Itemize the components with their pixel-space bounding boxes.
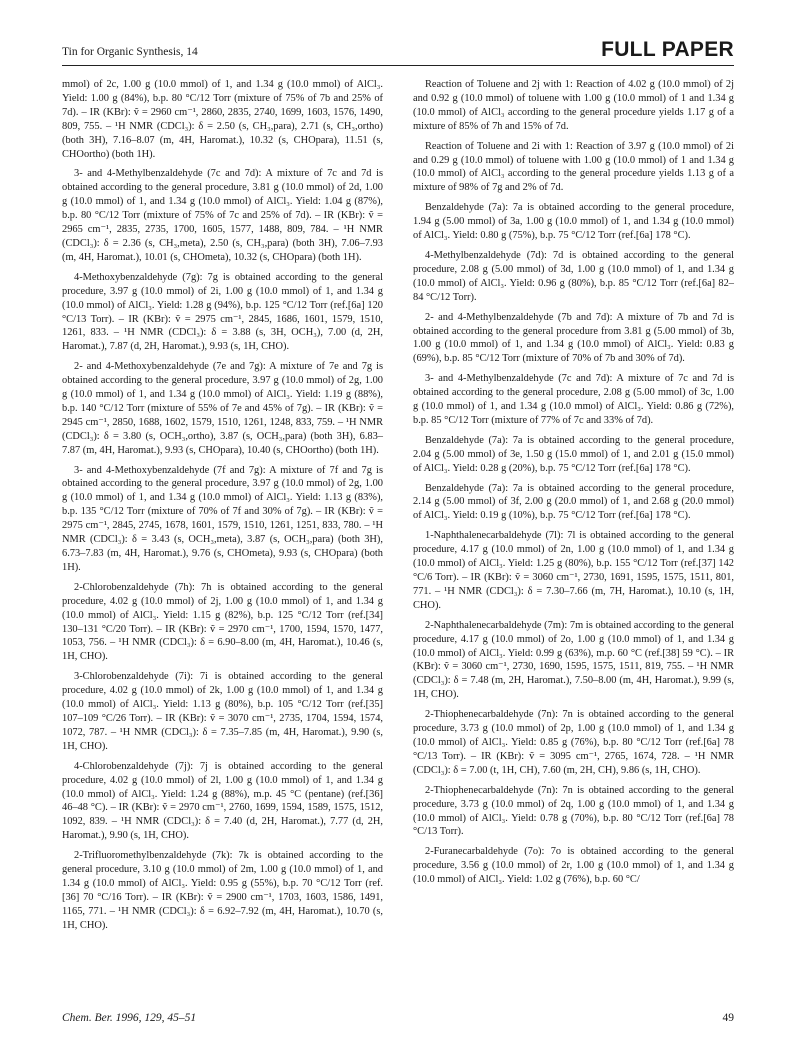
page-number: 49 bbox=[722, 1012, 734, 1024]
paragraph: 2- and 4-Methoxybenzaldehyde (7e and 7g): A mixture of 7e and 7g is obtained according to the general procedure, 3.97 g (10.0 mmol) of 2g, 1.00 g (10.0 mmol) of 1, and 1.34 g (10.0 mmol) of AlCl₃. Yield: 1.19 g (88%), b.p. 140 °C/12 Torr (mixture of 55% of 7e and 45% of 7g). – IR (KBr): ṽ = 2945 cm⁻¹, 2850, 1688, 1602, 1579, 1510, 1261, 1248, 833, 759. – ¹H NMR (CDCl₃): δ = 3.80 (s, OCH₃,ortho), 3.87 (s, OCH₃,para) (both 3H), 6.83–7.87 (m, 4H, Haromat.), 9.93 (s, CHOpara), 10.40 (s, CHOortho) (both 1H). bbox=[62, 361, 383, 456]
paragraph: 2-Thiophenecarbaldehyde (7n): 7n is obtained according to the general procedure, 3.73 g (10.0 mmol) of 2q, 1.00 g (10.0 mmol) of 1, and 1.34 g (10.0 mmol) of AlCl₃. Yield: 0.78 g (70%), b.p. 80 °C/12 Torr (ref.[6a] 78 °C/13 Torr). bbox=[413, 784, 734, 838]
paragraph: 3-Chlorobenzaldehyde (7i): 7i is obtained according to the general procedure, 4.02 g (10.0 mmol) of 2k, 1.00 g (10.0 mmol) of 1, and 1.34 g (10.0 mmol) of AlCl₃. Yield: 1.13 g (80%), b.p. 105 °C/12 Torr (ref.[35] 107–109 °C/26 Torr). – IR (KBr): ṽ = 3070 cm⁻¹, 2735, 1704, 1594, 1574, 1072, 787. – ¹H NMR (CDCl₃): δ = 7.35–7.85 (m, 4H, Haromat.), 9.90 (s, 1H, CHO). bbox=[62, 671, 383, 752]
paragraph: 2-Thiophenecarbaldehyde (7n): 7n is obtained according to the general procedure, 3.73 g (10.0 mmol) of 2p, 1.00 g (10.0 mmol) of 1, and 1.34 g (10.0 mmol) of AlCl₃. Yield: 0.85 g (76%), b.p. 80 °C/12 Torr (ref.[6a] 78 °C/13 Torr). – IR (KBr): ṽ = 3095 cm⁻¹, 2765, 1674, 728. – ¹H NMR (CDCl₃): δ = 7.00 (t, 1H, CH), 7.60 (m, 2H, CH), 9.86 (s, 1H, CHO). bbox=[413, 709, 734, 776]
running-title: Tin for Organic Synthesis, 14 bbox=[62, 46, 198, 58]
left-column bbox=[62, 78, 383, 939]
paragraph: Benzaldehyde (7a): 7a is obtained according to the general procedure, 1.94 g (5.00 mmol) of 3a, 1.00 g (10.0 mmol) of 1, and 1.34 g (10.0 mmol) of AlCl₃. Yield: 0.80 g (75%), b.p. 75 °C/12 Torr (ref.[6a] 178 °C). bbox=[413, 202, 734, 242]
paragraph: Reaction of Toluene and 2i with 1: Reaction of 3.97 g (10.0 mmol) of 2i and 0.29 g (10.0 mmol) of toluene with 1.00 g (10.0 mmol) of 1 and 1.34 g (10.0 mmol) of AlCl₃ according to the general procedure yields 1.13 g of a mixture of 98% of 7g and 2% of 7d. bbox=[413, 140, 734, 194]
page-header bbox=[62, 40, 734, 70]
right-column bbox=[413, 78, 734, 893]
paragraph: Reaction of Toluene and 2j with 1: Reaction of 4.02 g (10.0 mmol) of 2j and 0.92 g (10.0 mmol) of toluene with 1.00 g (10.0 mmol) of 1 and 1.34 g (10.0 mmol) of AlCl₃ according to the general procedure yields 1.17 g of a mixture of 85% of 7h and 15% of 7d. bbox=[413, 79, 734, 132]
paragraph: 3- and 4-Methoxybenzaldehyde (7f and 7g): A mixture of 7f and 7g is obtained according to the general procedure, 3.97 g (10.0 mmol) of 2g, 1.00 g (10.0 mmol) of 1, and 1.34 g (10.0 mmol) of AlCl₃. Yield: 1.13 g (83%), b.p. 135 °C/12 Torr (mixture of 70% of 7f and 30% of 7g). – IR (KBr): ṽ = 2975 cm⁻¹, 2845, 2745, 1678, 1601, 1579, 1510, 1261, 1251, 833, 780. – ¹H NMR (CDCl₃): δ = 3.43 (s, OCH₃,meta), 3.87 (s, OCH₃,para) (both 3H), 6.73–7.83 (m, 4H, Haromat.), 9.76 (s, CHOmeta), 9.93 (s, CHOpara) (both 1H). bbox=[62, 464, 383, 573]
paragraph: 2- and 4-Methylbenzaldehyde (7b and 7d): A mixture of 7b and 7d is obtained according to the general procedure from 3.81 g (5.00 mmol) of 3b, 1.00 g (10.0 mmol) of 1, and 1.34 g (10.0 mmol) of AlCl₃. Yield: 0.83 g (69%), b.p. 85 °C/12 Torr (mixture of 70% of 7b and 30% of 7d). bbox=[413, 311, 734, 365]
paragraph: 2-Chlorobenzaldehyde (7h): 7h is obtained according to the general procedure, 4.02 g (10.0 mmol) of 2j, 1.00 g (10.0 mmol) of 1, and 1.34 g (10.0 mmol) of AlCl₃. Yield: 1.15 g (82%), b.p. 125 °C/12 Torr (ref.[34] 130–131 °C/20 Torr). – IR (KBr): ṽ = 2970 cm⁻¹, 1700, 1594, 1570, 1477, 1053, 756. – ¹H NMR (CDCl₃): δ = 6.90–8.00 (m, 4H, Haromat.), 10.46 (s, 1H, CHO). bbox=[62, 581, 383, 663]
page-footer bbox=[62, 1012, 734, 1028]
paragraph: Benzaldehyde (7a): 7a is obtained according to the general procedure, 2.14 g (5.00 mmol) of 3f, 2.00 g (20.0 mmol) of 1, and 2.68 g (20.0 mmol) of AlCl₃. Yield: 0.19 g (10%), b.p. 75 °C/12 Torr (ref.[6a] 178 °C). bbox=[413, 482, 734, 522]
paragraph: 3- and 4-Methylbenzaldehyde (7c and 7d): A mixture of 7c and 7d is obtained according to the general procedure, 3.81 g (10.0 mmol) of 2d, 1.00 g (10.0 mmol) of 1, and 1.34 g (10.0 mmol) of AlCl₃. Yield: 1.04 g (87%), b.p. 80 °C/12 Torr (mixture of 75% of 7c and 25% of 7d). – IR (KBr): ṽ = 2965 cm⁻¹, 2835, 2735, 1700, 1605, 1577, 1488, 809, 784. – ¹H NMR (CDCl₃): δ = 2.36 (s, CH₃,meta), 2.50 (s, CH₃,para) (both 3H), 7.06–7.93 (m, 4H, Haromat.), 10.01 (s, CHOmeta), 10.32 (s, CHOpara) (both 1H). bbox=[62, 168, 383, 263]
paragraph: 2-Trifluoromethylbenzaldehyde (7k): 7k is obtained according to the general procedure, 3.10 g (10.0 mmol) of 2m, 1.00 g (10.0 mmol) of 1, and 1.34 g (10.0 mmol) of AlCl₃. Yield: 0.95 g (55%), b.p. 70 °C/12 Torr (ref.[36] 70 °C/16 Torr). – IR (KBr): ṽ = 2900 cm⁻¹, 1703, 1603, 1586, 1491, 1165, 771. – ¹H NMR (CDCl₃): δ = 6.92–7.92 (m, 4H, Haromat.), 10.70 (s, 1H, CHO). bbox=[62, 850, 383, 931]
paragraph: 4-Chlorobenzaldehyde (7j): 7j is obtained according to the general procedure, 4.02 g (10.0 mmol) of 2l, 1.00 g (10.0 mmol) of 1, and 1.34 g (10.0 mmol) of AlCl₃. Yield: 1.24 g (88%), m.p. 45 °C (pentane) (ref.[36] 46–48 °C). – IR (KBr): ṽ = 2970 cm⁻¹, 2760, 1699, 1594, 1589, 1575, 1512, 1092, 839. – ¹H NMR (CDCl₃): δ = 7.40 (d, 2H, Haromat.), 7.77 (d, 2H, Haromat.), 9.90 (s, 1H, CHO). bbox=[62, 760, 383, 842]
paragraph: 2-Furanecarbaldehyde (7o): 7o is obtained according to the general procedure, 3.56 g (10.0 mmol) of 2r, 1.00 g (10.0 mmol) of 1, and 1.34 g (10.0 mmol) of AlCl₃. Yield: 1.02 g (76%), b.p. 60 °C/ bbox=[413, 846, 734, 886]
paragraph: 2-Naphthalenecarbaldehyde (7m): 7m is obtained according to the general procedure, 4.17 g (10.0 mmol) of 2o, 1.00 g (10.0 mmol) of 1, and 1.34 g (10.0 mmol) of AlCl₃. Yield: 0.99 g (63%), m.p. 60 °C (ref.[38] 59 °C). – IR (KBr): ṽ = 3060 cm⁻¹, 2730, 1690, 1595, 1575, 1511, 819, 755. – ¹H NMR (CDCl₃): δ = 7.48 (m, 2H, Haromat.), 7.50–8.00 (m, 4H, Haromat.), 9.99 (s, 1H, CHO). bbox=[413, 619, 734, 701]
section-label: FULL PAPER bbox=[601, 38, 734, 61]
paragraph: Benzaldehyde (7a): 7a is obtained according to the general procedure, 2.04 g (5.00 mmol) of 3e, 1.50 g (15.0 mmol) of 1, and 2.01 g (15.0 mmol) of AlCl₃. Yield: 0.28 g (20%), b.p. 75 °C/12 Torr (ref.[6a] 178 °C). bbox=[413, 434, 734, 474]
paragraph: 3- and 4-Methylbenzaldehyde (7c and 7d): A mixture of 7c and 7d is obtained according to the general procedure, 2.08 g (5.00 mmol) of 3c, 1.00 g (10.0 mmol) of 1, and 1.34 g (10.0 mmol) of AlCl₃. Yield: 0.86 g (72%), b.p. 85 °C/12 Torr (mixture of 77% of 7c and 33% of 7d). bbox=[413, 373, 734, 426]
header-rule bbox=[62, 65, 734, 66]
paragraph: 1-Naphthalenecarbaldehyde (7l): 7l is obtained according to the general procedure, 4.17 g (10.0 mmol) of 2n, 1.00 g (10.0 mmol) of 1, and 1.34 g (10.0 mmol) of AlCl₃. Yield: 1.25 g (80%), b.p. 155 °C/12 Torr (ref.[37] 142 °C/6 Torr). – IR (KBr): ṽ = 3060 cm⁻¹, 2730, 1691, 1595, 1575, 1511, 801, 771. – ¹H NMR (CDCl₃): δ = 7.30–7.66 (m, 7H, Haromat.), 10.10 (s, 1H, CHO). bbox=[413, 530, 734, 611]
paragraph: mmol) of 2c, 1.00 g (10.0 mmol) of 1, and 1.34 g (10.0 mmol) of AlCl₃. Yield: 1.00 g (84%), b.p. 80 °C/12 Torr (mixture of 75% of 7b and 25% of 7d). – IR (KBr): ṽ = 2960 cm⁻¹, 2860, 2835, 2740, 1699, 1603, 1576, 1490, 809, 755. – ¹H NMR (CDCl₃): δ = 2.50 (s, CH₃,para), 2.71 (s, CH₃,ortho) (both 3H), 7.16–8.07 (m, 4H, Haromat.), 10.32 (s, CHOpara), 11.51 (s, CHOortho) (both 1H). bbox=[62, 79, 383, 160]
paragraph: 4-Methoxybenzaldehyde (7g): 7g is obtained according to the general procedure, 3.97 g (10.0 mmol) of 2i, 1.00 g (10.0 mmol) of 1, and 1.34 g (10.0 mmol) of AlCl₃. Yield: 1.28 g (94%), b.p. 125 °C/12 Torr (ref.[6a] 120 °C/13 Torr). – IR (KBr): ṽ = 2975 cm⁻¹, 2845, 1686, 1601, 1579, 1510, 1261, 833. – ¹H NMR (CDCl₃): δ = 3.88 (s, 3H, OCH₃), 7.00 (d, 2H, Haromat.), 7.87 (d, 2H, Haromat.), 9.93 (s, 1H, CHO). bbox=[62, 271, 383, 353]
body-columns bbox=[62, 78, 734, 1000]
journal-citation: Chem. Ber. 1996, 129, 45–51 bbox=[62, 1012, 197, 1024]
paragraph: 4-Methylbenzaldehyde (7d): 7d is obtained according to the general procedure, 2.08 g (5.00 mmol) of 3d, 1.00 g (10.0 mmol) of 1, and 1.34 g (10.0 mmol) of AlCl₃. Yield: 0.96 g (80%), b.p. 85 °C/12 Torr (ref.[6a] 82–84 °C/12 Torr). bbox=[413, 249, 734, 303]
